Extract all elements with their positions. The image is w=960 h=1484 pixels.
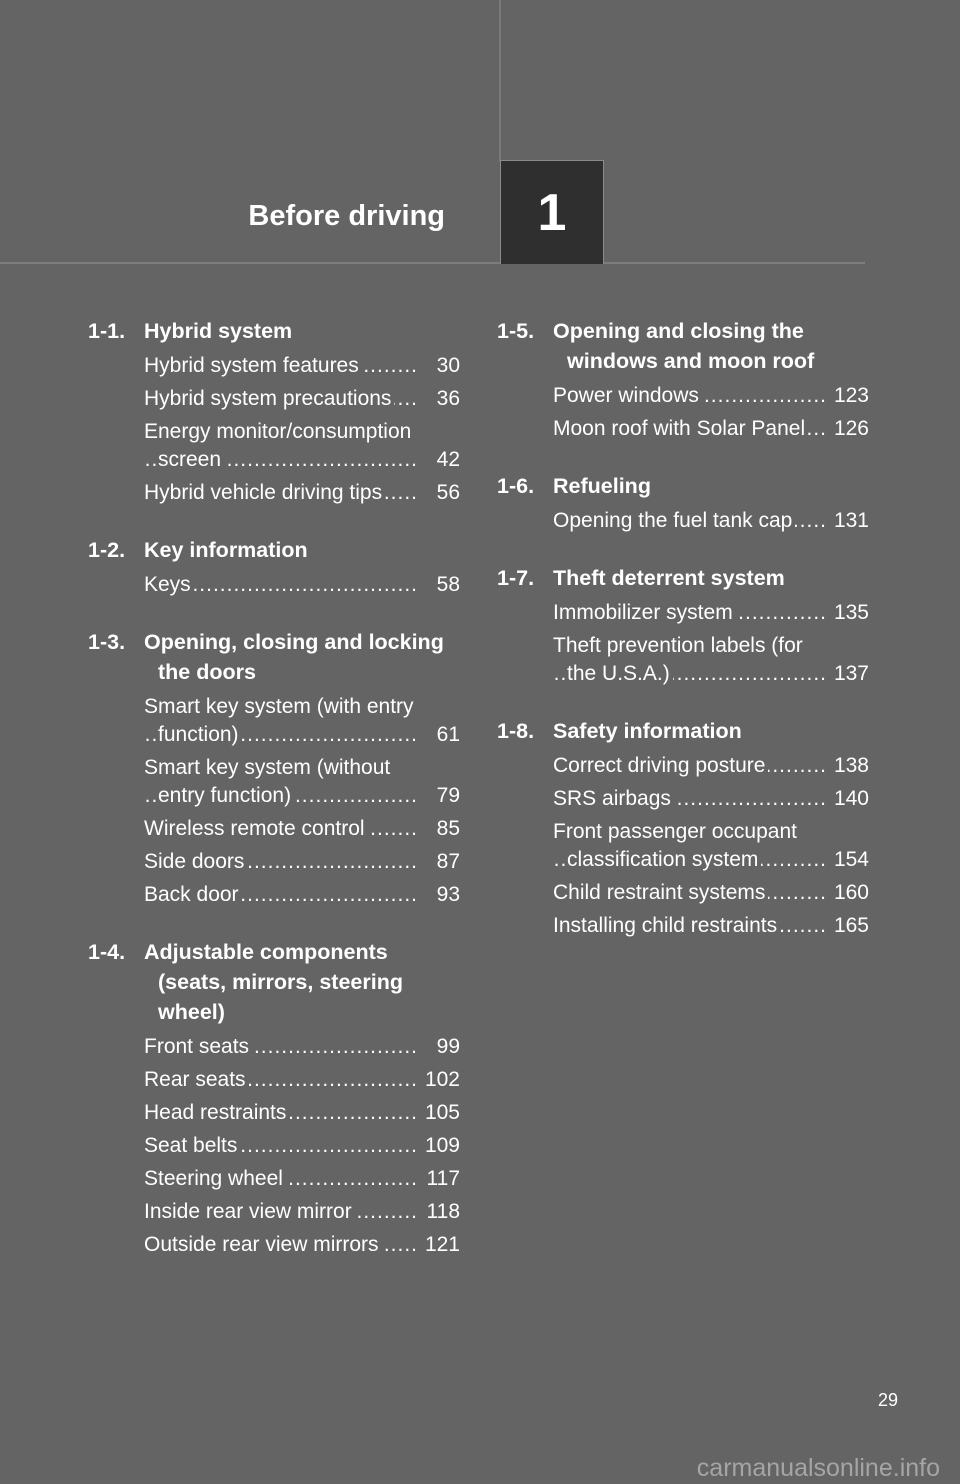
- section-title: Opening and closing the windows and moon roof: [553, 319, 815, 373]
- toc-entry[interactable]: [553, 912, 869, 940]
- toc-entry[interactable]: [144, 1033, 460, 1061]
- entry-label: Installing child restraints: [553, 914, 780, 937]
- entry-page-number: 123: [833, 384, 869, 407]
- entry-text: [553, 415, 827, 443]
- entry-text: [144, 848, 418, 876]
- section-number: 1-8.: [497, 719, 535, 743]
- entry-text: [144, 754, 418, 810]
- entry-text: [553, 599, 827, 627]
- toc-entry[interactable]: [144, 1132, 460, 1160]
- entry-page-number: 138: [833, 754, 869, 777]
- entry-text: [144, 385, 418, 413]
- toc-entry[interactable]: [144, 479, 460, 507]
- entry-label: Wireless remote control: [144, 817, 368, 840]
- section-title: Hybrid system: [144, 319, 293, 343]
- entry-label: Inside rear view mirror: [144, 1200, 355, 1223]
- entry-label: Energy monitor/consumption screen: [144, 420, 412, 471]
- toc-entry[interactable]: [144, 1066, 460, 1094]
- toc-entry[interactable]: [144, 881, 460, 909]
- toc-entry[interactable]: [144, 1198, 460, 1226]
- entry-text: [553, 752, 827, 780]
- toc-entry[interactable]: [144, 1231, 460, 1259]
- entry-label: Head restraints: [144, 1101, 289, 1124]
- entry-page-number: 30: [436, 354, 460, 377]
- toc-entry[interactable]: [144, 418, 460, 474]
- entry-text: [144, 1132, 418, 1160]
- entry-text: [144, 352, 418, 380]
- entry-label: Keys: [144, 573, 194, 596]
- entry-page-number: 58: [436, 573, 460, 596]
- toc-section: [88, 937, 460, 1259]
- section-title: Key information: [144, 538, 308, 562]
- toc-entry[interactable]: [553, 599, 869, 627]
- entry-page-number: 160: [833, 881, 869, 904]
- toc-entry[interactable]: [144, 352, 460, 380]
- vertical-rule: [499, 0, 501, 162]
- toc-entry[interactable]: [144, 571, 460, 599]
- section-heading[interactable]: [88, 937, 460, 1027]
- header-rule: [0, 262, 865, 264]
- entry-label: Steering wheel: [144, 1167, 286, 1190]
- toc-entry[interactable]: [144, 1099, 460, 1127]
- toc-entry[interactable]: [553, 785, 869, 813]
- page-number: 29: [877, 1390, 898, 1410]
- entry-label: Opening the fuel tank cap: [553, 509, 795, 532]
- entry-page-number: 102: [424, 1068, 460, 1091]
- toc-entry[interactable]: [553, 818, 869, 874]
- entry-text: [553, 912, 827, 940]
- entry-page-number: 154: [833, 848, 869, 871]
- entry-text: [144, 815, 418, 843]
- entry-label: Smart key system (with entry function): [144, 695, 414, 746]
- toc-entry[interactable]: [553, 752, 869, 780]
- section-heading[interactable]: [497, 563, 869, 593]
- entry-text: [553, 785, 827, 813]
- entry-text: [144, 479, 418, 507]
- entry-label: Theft prevention labels (for the U.S.A.): [553, 634, 803, 685]
- section-title: Adjustable components (seats, mirrors, steering wheel): [144, 940, 403, 1024]
- chapter-number-tab: [500, 160, 604, 264]
- entry-text: [144, 418, 418, 474]
- entry-page-number: 87: [436, 850, 460, 873]
- chapter-number: 1: [537, 183, 567, 242]
- toc-section: [497, 716, 869, 940]
- section-heading[interactable]: [497, 316, 869, 376]
- toc-section: [88, 316, 460, 507]
- watermark: carmanualsonline.info: [696, 1454, 940, 1482]
- entry-label: Front passenger occupant classification system: [553, 820, 797, 871]
- entry-page-number: 121: [424, 1233, 460, 1256]
- section-number: 1-7.: [497, 566, 535, 590]
- entry-label: Immobilizer system: [553, 601, 736, 624]
- entry-text: [144, 1198, 418, 1226]
- entry-label: Rear seats: [144, 1068, 249, 1091]
- section-heading[interactable]: [497, 471, 869, 501]
- toc-entry[interactable]: [144, 848, 460, 876]
- toc-entry[interactable]: [144, 754, 460, 810]
- entry-text: [144, 881, 418, 909]
- toc-entry[interactable]: [553, 507, 869, 535]
- section-title: Opening, closing and locking the doors: [144, 630, 444, 684]
- toc-entry[interactable]: [553, 632, 869, 688]
- section-number: 1-2.: [88, 538, 126, 562]
- toc-entry[interactable]: [553, 382, 869, 410]
- section-heading[interactable]: [88, 627, 460, 687]
- toc-right-column: [497, 316, 869, 968]
- entry-text: [553, 818, 827, 874]
- entry-text: [144, 1231, 418, 1259]
- entry-page-number: 118: [426, 1200, 460, 1223]
- entry-text: [144, 1066, 418, 1094]
- entry-page-number: 126: [833, 417, 869, 440]
- toc-section: [497, 316, 869, 443]
- entry-text: [144, 1099, 418, 1127]
- toc-section: [497, 471, 869, 535]
- entry-page-number: 137: [833, 662, 869, 685]
- section-heading[interactable]: [88, 535, 460, 565]
- entry-page-number: 42: [436, 448, 460, 471]
- section-number: 1-1.: [88, 319, 126, 343]
- entry-text: [553, 879, 827, 907]
- section-heading[interactable]: [88, 316, 460, 346]
- toc-entry[interactable]: [553, 415, 869, 443]
- entry-page-number: 135: [833, 601, 869, 624]
- entry-page-number: 79: [436, 784, 460, 807]
- entry-text: [144, 1033, 418, 1061]
- entry-label: SRS airbags: [553, 787, 674, 810]
- toc-left-column: [88, 316, 460, 1287]
- entry-page-number: 140: [833, 787, 869, 810]
- entry-page-number: 93: [436, 883, 460, 906]
- entry-page-number: 131: [833, 509, 869, 532]
- entry-label: Back door: [144, 883, 242, 906]
- toc-entry[interactable]: [144, 1165, 460, 1193]
- entry-page-number: 36: [436, 387, 460, 410]
- entry-label: Child restraint systems: [553, 881, 768, 904]
- entry-label: Hybrid vehicle driving tips: [144, 481, 385, 504]
- entry-label: Smart key system (without entry function): [144, 756, 391, 807]
- toc-section: [88, 627, 460, 909]
- section-title: Refueling: [553, 474, 651, 498]
- entry-label: Outside rear view mirrors: [144, 1233, 382, 1256]
- section-heading[interactable]: [497, 716, 869, 746]
- entry-page-number: 109: [424, 1134, 460, 1157]
- entry-text: [144, 571, 418, 599]
- entry-label: Seat belts: [144, 1134, 240, 1157]
- entry-text: [553, 507, 827, 535]
- entry-page-number: 105: [424, 1101, 460, 1124]
- chapter-title: Before driving: [248, 200, 445, 232]
- section-number: 1-4.: [88, 940, 126, 964]
- entry-text: [144, 693, 418, 749]
- entry-label: Power windows: [553, 384, 702, 407]
- entry-label: Side doors: [144, 850, 247, 873]
- entry-page-number: 165: [833, 914, 869, 937]
- entry-text: [553, 632, 827, 688]
- toc-entry[interactable]: [144, 693, 460, 749]
- entry-label: Hybrid system precautions: [144, 387, 394, 410]
- toc-entry[interactable]: [144, 815, 460, 843]
- section-title: Safety information: [553, 719, 742, 743]
- entry-label: Correct driving posture: [553, 754, 768, 777]
- section-title: Theft deterrent system: [553, 566, 785, 590]
- entry-text: [553, 382, 827, 410]
- entry-label: Front seats: [144, 1035, 252, 1058]
- entry-text: [144, 1165, 418, 1193]
- toc-entry[interactable]: [553, 879, 869, 907]
- section-number: 1-6.: [497, 474, 535, 498]
- entry-page-number: 56: [436, 481, 460, 504]
- toc-section: [88, 535, 460, 599]
- toc-entry[interactable]: [144, 385, 460, 413]
- entry-page-number: 85: [436, 817, 460, 840]
- toc-section: [497, 563, 869, 688]
- entry-label: Moon roof with Solar Panel: [553, 417, 808, 440]
- entry-label: Hybrid system features: [144, 354, 362, 377]
- entry-page-number: 61: [436, 723, 460, 746]
- section-number: 1-5.: [497, 319, 535, 343]
- entry-page-number: 99: [436, 1035, 460, 1058]
- section-number: 1-3.: [88, 630, 126, 654]
- entry-page-number: 117: [426, 1167, 460, 1190]
